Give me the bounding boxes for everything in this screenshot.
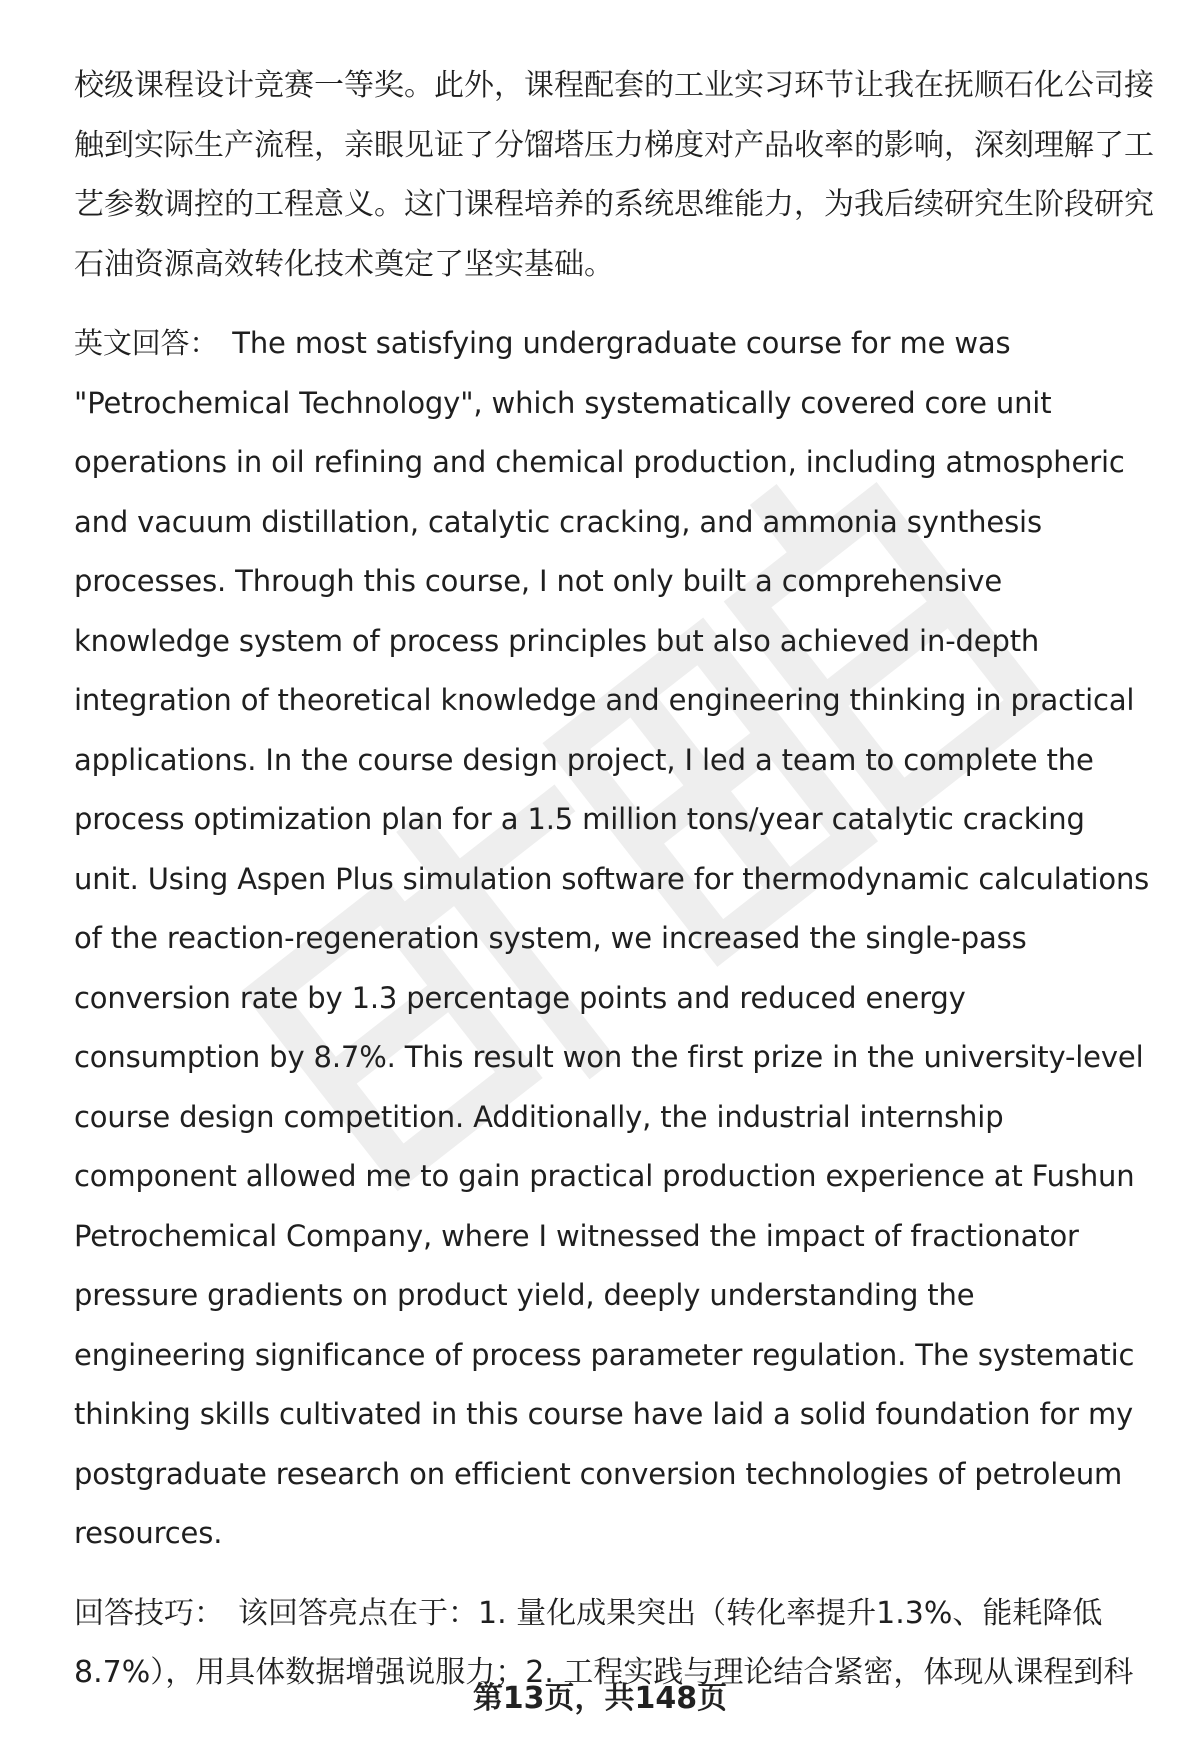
answer-tips-label: 回答技巧： — [74, 1595, 224, 1631]
page-number-footer: 第13页，共148页 — [472, 1681, 728, 1716]
english-answer-text: The most satisfying undergraduate course for me was "Petrochemical Technology", which systematically covered core unit operations in oil refining and chemical production, including atmospheric and vacuum distillation, catalytic cracking, and ammonia synthesis processes. Through this course, I not only built a comprehensive knowledge system of process principles but also achieved in-depth integration of theoretical knowledge and engineering thinking in practical applications. In the course design project, I led a team to complete the process optimization plan for a 1.5 million tons/year catalytic cracking unit. Using Aspen Plus simulation software for thermodynamic calculations of the reaction-regeneration system, we increased the single-pass conversion rate by 1.3 percentage points and reduced energy consumption by 8.7%. This result won the first prize in the university-level course design competition. Additionally, the industrial internship component allowed me to gain practical production experience at Fushun Petrochemical Company, where I witnessed the impact of fractionator pressure gradients on product yield, deeply understanding the engineering significance of process parameter regulation. The systematic thinking skills cultivated in this course have laid a solid foundation for my postgraduate research on efficient conversion technologies of petroleum resources. — [74, 326, 1150, 1550]
answer-tips-text: 该回答亮点在于：1. 量化成果突出（转化率提升1.3%、能耗降低8.7%），用具体数据增强说服力；2. 工程实践与理论结合紧密，体现从课程到科 — [74, 1595, 1134, 1690]
document-body — [74, 56, 1154, 1723]
english-answer-paragraph — [74, 314, 1154, 1564]
english-answer-label: 英文回答： — [74, 326, 219, 360]
paragraph-cn-continued: 校级课程设计竞赛一等奖。此外，课程配套的工业实习环节让我在抚顺石化公司接触到实际生产流程，亲眼见证了分馏塔压力梯度对产品收率的影响，深刻理解了工艺参数调控的工程意义。这门课程培养的系统思维能力，为我后续研究生阶段研究石油资源高效转化技术奠定了坚实基础。 — [74, 68, 1154, 282]
